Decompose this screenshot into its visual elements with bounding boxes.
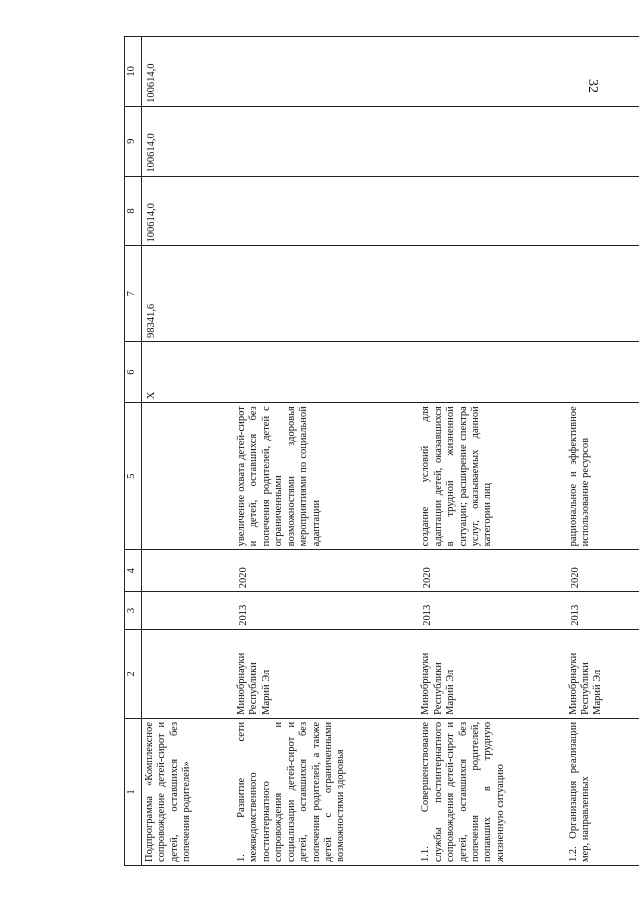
col-header-9: 9 xyxy=(125,106,142,176)
cell-end-year: 2020 xyxy=(418,550,565,592)
cell-executor: Минобрнауки Республики Марий Эл xyxy=(234,629,418,718)
col-header-6: 6 xyxy=(125,342,142,403)
cell-col10: 100614,0 xyxy=(142,37,235,107)
cell-col10 xyxy=(418,37,565,107)
cell-start-year: 2013 xyxy=(234,592,418,630)
cell-col6 xyxy=(418,342,565,403)
cell-col8: 100614,0 xyxy=(142,176,235,246)
cell-end-year: 2020 xyxy=(566,550,639,592)
cell-program-name: 1.1. Совершенствование службы постинтернатного сопровождения детей-сирот и детей, оставшихся без попечения родителей, попавших в трудную жизненную ситуацию xyxy=(418,718,565,865)
cell-col8 xyxy=(566,176,639,246)
cell-start-year xyxy=(142,592,235,630)
cell-program-name: Подпрограмма «Комплексное сопровождение детей-сирот и детей, оставшихся без попечения родителей» xyxy=(142,718,235,865)
col-header-3: 3 xyxy=(125,592,142,630)
cell-start-year: 2013 xyxy=(418,592,565,630)
cell-program-name: 1. Развитие сети межведомственного постинтернатного сопровождения и социализации детей-сирот и детей, оставшихся без попечения родителей, а также детей с ограниченными возможностями здоровья xyxy=(234,718,418,865)
cell-result: рациональное и эффективное использование ресурсов xyxy=(566,403,639,550)
table-row xyxy=(566,37,639,866)
cell-col7 xyxy=(418,246,565,342)
cell-executor: Минобрнауки Республики Марий Эл xyxy=(566,629,639,718)
col-header-7: 7 xyxy=(125,246,142,342)
col-header-2: 2 xyxy=(125,629,142,718)
cell-program-name: 1.2. Организация реализации мер, направленных xyxy=(566,718,639,865)
cell-col10 xyxy=(566,37,639,107)
cell-col9 xyxy=(418,106,565,176)
cell-col6: X xyxy=(142,342,235,403)
table-row xyxy=(234,37,418,866)
cell-col9 xyxy=(566,106,639,176)
cell-col6 xyxy=(566,342,639,403)
cell-col6 xyxy=(234,342,418,403)
page-number: 32 xyxy=(585,79,600,93)
table-header-row xyxy=(125,37,142,866)
cell-col7 xyxy=(234,246,418,342)
cell-start-year: 2013 xyxy=(566,592,639,630)
col-header-5: 5 xyxy=(125,403,142,550)
program-table xyxy=(124,36,639,866)
col-header-4: 4 xyxy=(125,550,142,592)
cell-col9: 100614,0 xyxy=(142,106,235,176)
cell-executor: Минобрнауки Республики Марий Эл xyxy=(418,629,565,718)
cell-col9 xyxy=(234,106,418,176)
cell-col8 xyxy=(418,176,565,246)
cell-col10 xyxy=(234,37,418,107)
col-header-10: 10 xyxy=(125,37,142,107)
cell-col7 xyxy=(566,246,639,342)
table-row xyxy=(142,37,235,866)
table-row xyxy=(418,37,565,866)
cell-executor xyxy=(142,629,235,718)
cell-result: увеличение охвата детей-сирот и детей, оставшихся без попечения родителей, детей с ограниченными возможностями здоровья мероприятиями по социальной адаптации xyxy=(234,403,418,550)
cell-col8 xyxy=(234,176,418,246)
col-header-1: 1 xyxy=(125,718,142,865)
cell-result xyxy=(142,403,235,550)
col-header-8: 8 xyxy=(125,176,142,246)
cell-col7: 98341,6 xyxy=(142,246,235,342)
cell-result: создание условий для адаптации детей, оказавшихся в трудной жизненной ситуации; расширение спектра услуг, оказываемых данной категории лиц xyxy=(418,403,565,550)
cell-end-year: 2020 xyxy=(234,550,418,592)
cell-end-year xyxy=(142,550,235,592)
